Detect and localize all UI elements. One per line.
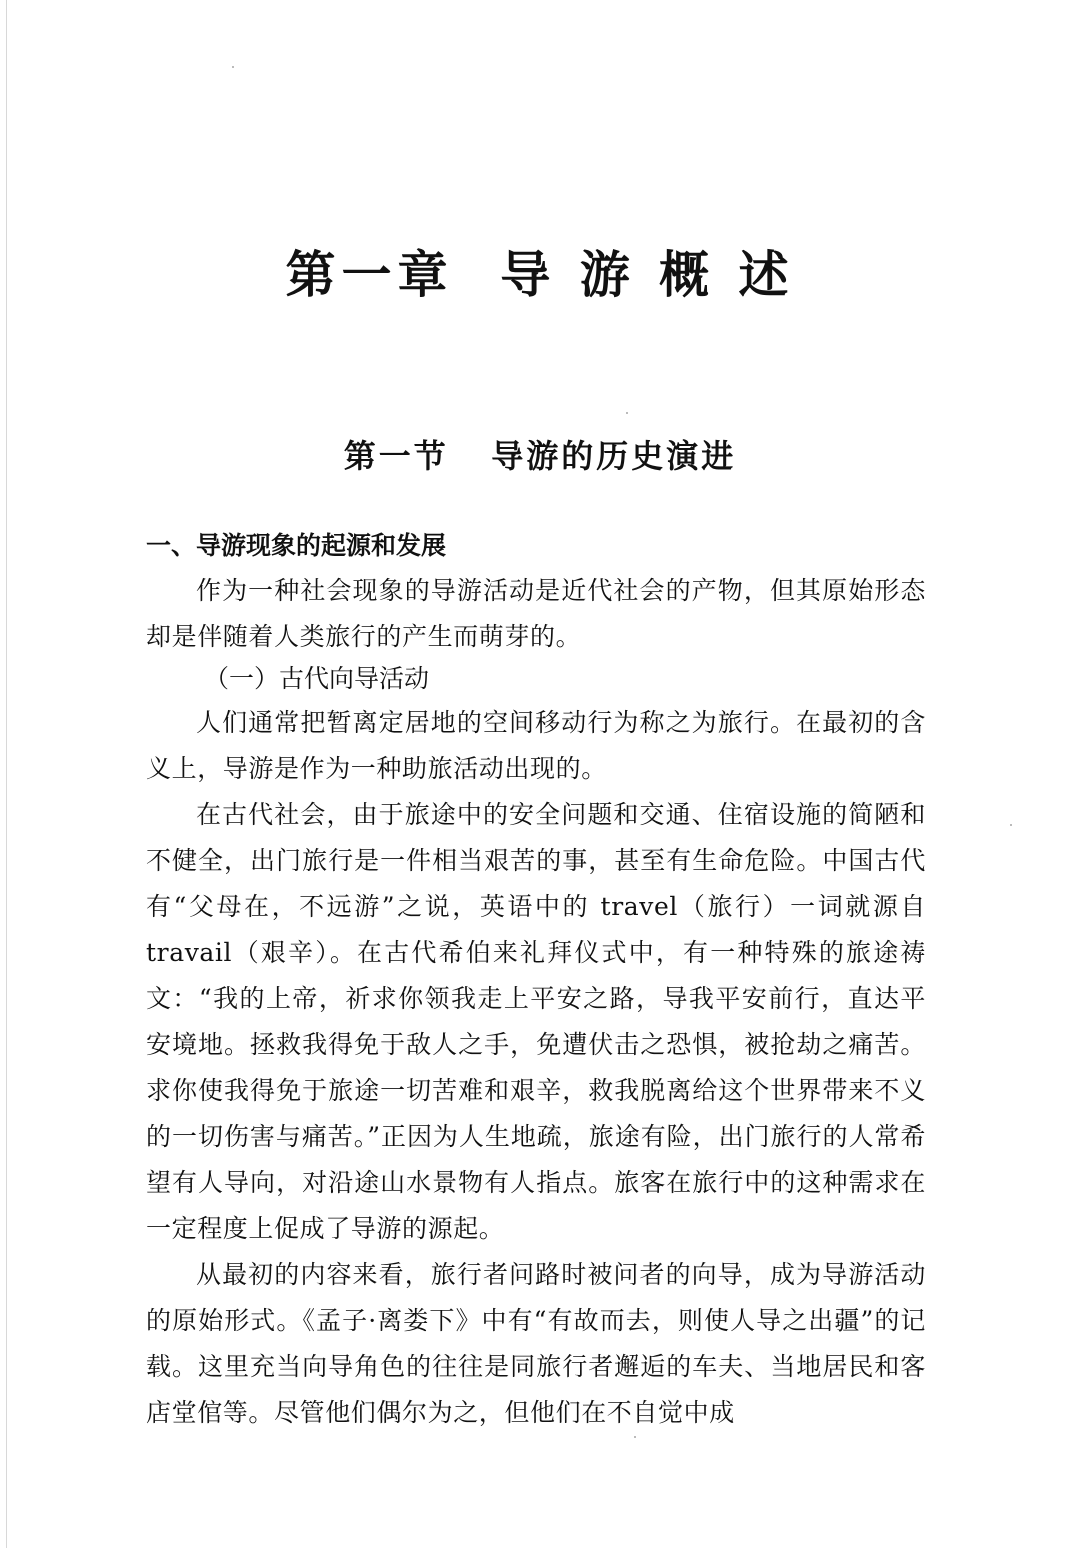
topic-heading: 一、导游现象的起源和发展 <box>146 531 447 560</box>
paragraph-1: 作为一种社会现象的导游活动是近代社会的产物，但其原始形态却是伴随着人类旅行的产生而萌芽的。 <box>146 576 926 651</box>
paragraph-2: 人们通常把暂离定居地的空间移动行为称之为旅行。在最初的含义上，导游是作为一种助旅活动出现的。 <box>146 708 926 783</box>
chapter-title: 第一章 导 游 概 述 <box>285 245 795 304</box>
subsection-heading: （一）古代向导活动 <box>204 664 430 693</box>
paragraph-3: 在古代社会，由于旅途中的安全问题和交通、住宿设施的简陋和不健全，出门旅行是一件相当艰苦的事，甚至有生命危险。中国古代有“父母在，不远游”之说，英语中的 travel（旅行）一词就源自travail（艰辛）。在古代希伯来礼拜仪式中，有一种特殊的旅途祷文：“我的上帝，祈求你领我走上平安之路，导我平安前行，直达平安境地。拯救我得免于敌人之手，免遭伏击之恐惧，被抢劫之痛苦。求你使我得免于旅途一切苦难和艰辛，救我脱离给这个世界带来不义的一切伤害与痛苦。”正因为人生地疏，旅途有险，出门旅行的人常希望有人导向，对沿途山水景物有人指点。旅客在旅行中的这种需求在一定程度上促成了导游的源起。 <box>146 800 926 1243</box>
paragraph-4: 从最初的内容来看，旅行者问路时被问者的向导，成为导游活动的原始形式。《孟子·离娄下》中有“有故而去，则使人导之出疆”的记载。这里充当向导角色的往往是同旅行者邂逅的车夫、当地居民和客店堂倌等。尽管他们偶尔为之，但他们在不自觉中成 <box>146 1260 926 1427</box>
scan-speck <box>626 412 628 414</box>
page-edge-line <box>6 0 7 1548</box>
scan-speck <box>634 1436 636 1438</box>
section-title: 第一节 导游的历史演进 <box>343 437 737 475</box>
scan-speck <box>1010 824 1012 826</box>
scan-speck <box>232 66 234 68</box>
